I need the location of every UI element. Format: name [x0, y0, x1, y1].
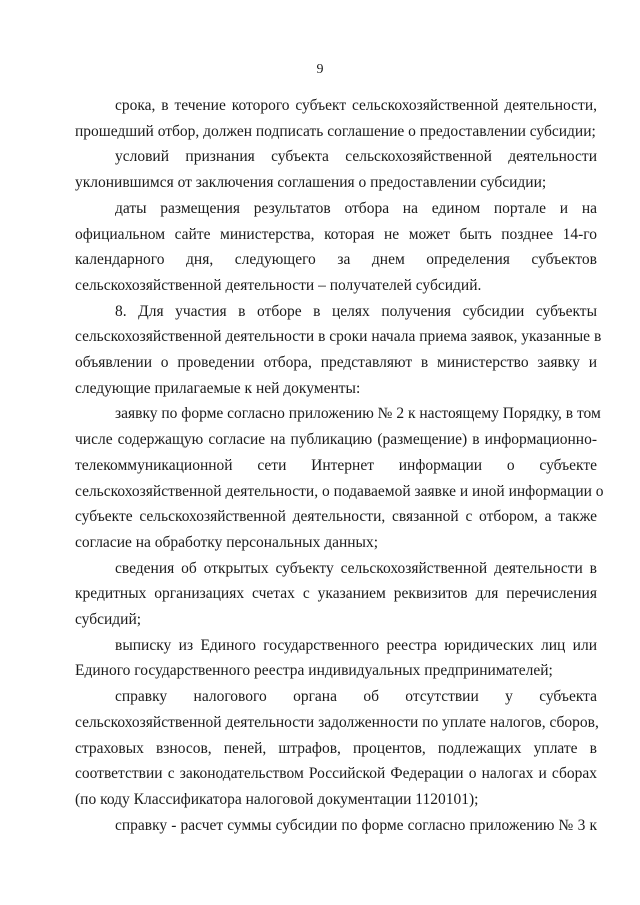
text-line: согласие на обработку персональных данных; — [75, 533, 379, 551]
text-line: субсидий; — [75, 611, 142, 629]
text-line: страховых взносов, пеней, штрафов, процентов, подлежащих уплате в — [75, 739, 597, 757]
text-line: заявку по форме согласно приложению № 2 к настоящему Порядку, в том — [115, 405, 601, 423]
text-line: сведения об открытых субъекту сельскохозяйственной деятельности в — [115, 559, 597, 577]
text-line: справку - расчет суммы субсидии по форме согласно приложению № 3 к — [115, 816, 597, 834]
text-line: прошедший отбор, должен подписать соглашение о предоставлении субсидии; — [75, 122, 596, 140]
text-line: условий признания субъекта сельскохозяйственной деятельности — [115, 148, 597, 166]
text-line: срока, в течение которого субъект сельскохозяйственной деятельности, — [115, 97, 597, 114]
text-line: календарного дня, следующего за днем определения субъектов — [75, 251, 597, 269]
text-line: выписку из Единого государственного реестра юридических лиц или — [115, 636, 597, 654]
text-line: кредитных организациях счетах с указанием реквизитов для перечисления — [75, 585, 597, 603]
text-line: Единого государственного реестра индивидуальных предпринимателей; — [75, 662, 553, 680]
text-line: соответствии с законодательством Российской Федерации о налогах и сборах — [75, 765, 597, 783]
text-line: сельскохозяйственной деятельности в сроки начала приема заявок, указанные в — [75, 328, 602, 346]
text-line: субъекте сельскохозяйственной деятельности, связанной с отбором, а также — [75, 508, 597, 526]
text-line: объявлении о проведении отбора, представляют в министерство заявку и — [75, 354, 597, 372]
text-line: справку налогового органа об отсутствии у субъекта — [115, 688, 597, 706]
text-line: даты размещения результатов отбора на едином портале и на — [115, 199, 597, 217]
text-line: сельскохозяйственной деятельности – получателей субсидий. — [75, 276, 482, 294]
text-line: сельскохозяйственной деятельности задолженности по уплате налогов, сборов, — [75, 713, 599, 731]
text-line: телекоммуникационной сети Интернет информации о субъекте — [75, 456, 597, 474]
text-line: официальном сайте министерства, которая не может быть позднее 14-го — [75, 225, 597, 243]
text-line: числе содержащую согласие на публикацию (размещение) в информационно- — [75, 431, 597, 449]
page-number: 9 — [316, 62, 324, 77]
document-body — [75, 93, 604, 838]
text-line: (по коду Классификатора налоговой документации 1120101); — [75, 790, 479, 808]
text-line: уклонившимся от заключения соглашения о предоставлении субсидии; — [75, 174, 547, 192]
text-line: 8. Для участия в отборе в целях получения субсидии субъекты — [115, 302, 597, 320]
text-line: сельскохозяйственной деятельности, о подаваемой заявке и иной информации о — [75, 482, 604, 500]
text-line: следующие прилагаемые к ней документы: — [75, 379, 361, 397]
